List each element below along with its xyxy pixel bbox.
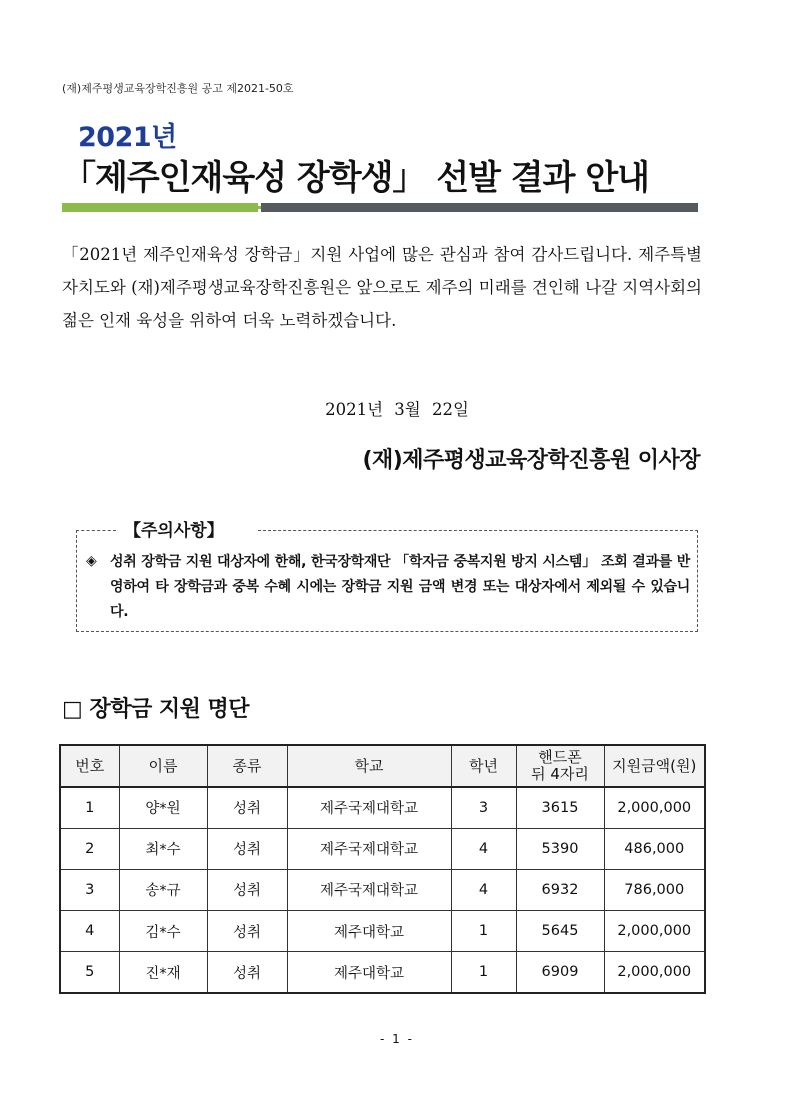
cell-type: 성취 xyxy=(207,869,287,910)
caution-border-left xyxy=(76,530,116,531)
cell-phone: 6909 xyxy=(516,952,604,993)
cell-school: 제주국제대학교 xyxy=(287,787,451,828)
cell-school: 제주국제대학교 xyxy=(287,869,451,910)
cell-name: 진*재 xyxy=(119,952,207,993)
diamond-bullet-icon: ◈ xyxy=(86,553,97,569)
cell-phone: 5645 xyxy=(516,911,604,952)
cell-amount: 786,000 xyxy=(604,869,705,910)
cell-amount: 2,000,000 xyxy=(604,787,705,828)
cell-number: 5 xyxy=(60,952,119,993)
cell-type: 성취 xyxy=(207,911,287,952)
cell-number: 2 xyxy=(60,828,119,869)
cell-name: 김*수 xyxy=(119,911,207,952)
signer: (재)제주평생교육장학진흥원 이사장 xyxy=(362,448,700,473)
table-row xyxy=(60,787,705,828)
notice-date: 2021년 3월 22일 xyxy=(325,400,469,419)
title-underline-green xyxy=(62,203,258,212)
cell-grade: 3 xyxy=(451,787,516,828)
header-type: 종류 xyxy=(207,745,287,787)
cell-number: 3 xyxy=(60,869,119,910)
page-title: 「제주인재육성 장학생」 선발 결과 안내 xyxy=(62,158,650,198)
table-row xyxy=(60,952,705,993)
title-year: 2021년 xyxy=(78,122,177,153)
section-title: □ 장학금 지원 명단 xyxy=(62,697,250,722)
cell-school: 제주대학교 xyxy=(287,952,451,993)
cell-school: 제주국제대학교 xyxy=(287,828,451,869)
cell-type: 성취 xyxy=(207,787,287,828)
table-row xyxy=(60,828,705,869)
cell-type: 성취 xyxy=(207,952,287,993)
cell-number: 1 xyxy=(60,787,119,828)
notice-number: (재)제주평생교육장학진흥원 공고 제2021-50호 xyxy=(62,82,294,95)
caution-text: 성취 장학금 지원 대상자에 한해, 한국장학재단 「학자금 중복지원 방지 시스템」 조회 결과를 반영하여 타 장학금과 중복 수혜 시에는 장학금 지원 금액 변경 또는 대상자에서 제외될 수 있습니다. xyxy=(110,554,690,620)
page-number: - 1 - xyxy=(380,1032,414,1046)
cell-grade: 4 xyxy=(451,869,516,910)
scholarship-table xyxy=(59,744,706,994)
cell-grade: 1 xyxy=(451,911,516,952)
cell-phone: 6932 xyxy=(516,869,604,910)
cell-grade: 1 xyxy=(451,952,516,993)
header-number: 번호 xyxy=(60,745,119,787)
cell-amount: 2,000,000 xyxy=(604,952,705,993)
header-grade: 학년 xyxy=(451,745,516,787)
header-phone: 핸드폰 뒤 4자리 xyxy=(516,745,604,787)
table-header-row xyxy=(60,745,705,787)
caution-title: 【주의사항】 xyxy=(122,516,226,541)
cell-name: 최*수 xyxy=(119,828,207,869)
cell-grade: 4 xyxy=(451,828,516,869)
caution-border-right xyxy=(258,530,698,531)
cell-phone: 3615 xyxy=(516,787,604,828)
cell-phone: 5390 xyxy=(516,828,604,869)
table-row xyxy=(60,869,705,910)
title-underline-gray xyxy=(261,203,698,212)
cell-number: 4 xyxy=(60,911,119,952)
cell-name: 송*규 xyxy=(119,869,207,910)
cell-school: 제주대학교 xyxy=(287,911,451,952)
header-school: 학교 xyxy=(287,745,451,787)
header-name: 이름 xyxy=(119,745,207,787)
intro-paragraph: 「2021년 제주인재육성 장학금」지원 사업에 많은 관심과 참여 감사드립니다. 제주특별자치도와 (재)제주평생교육장학진흥원은 앞으로도 제주의 미래를 견인해 나갈 지역사회의 젊은 인재 육성을 위하여 더욱 노력하겠습니다. xyxy=(62,245,702,330)
table-row xyxy=(60,911,705,952)
header-amount: 지원금액(원) xyxy=(604,745,705,787)
cell-type: 성취 xyxy=(207,828,287,869)
cell-name: 양*원 xyxy=(119,787,207,828)
cell-amount: 2,000,000 xyxy=(604,911,705,952)
cell-amount: 486,000 xyxy=(604,828,705,869)
